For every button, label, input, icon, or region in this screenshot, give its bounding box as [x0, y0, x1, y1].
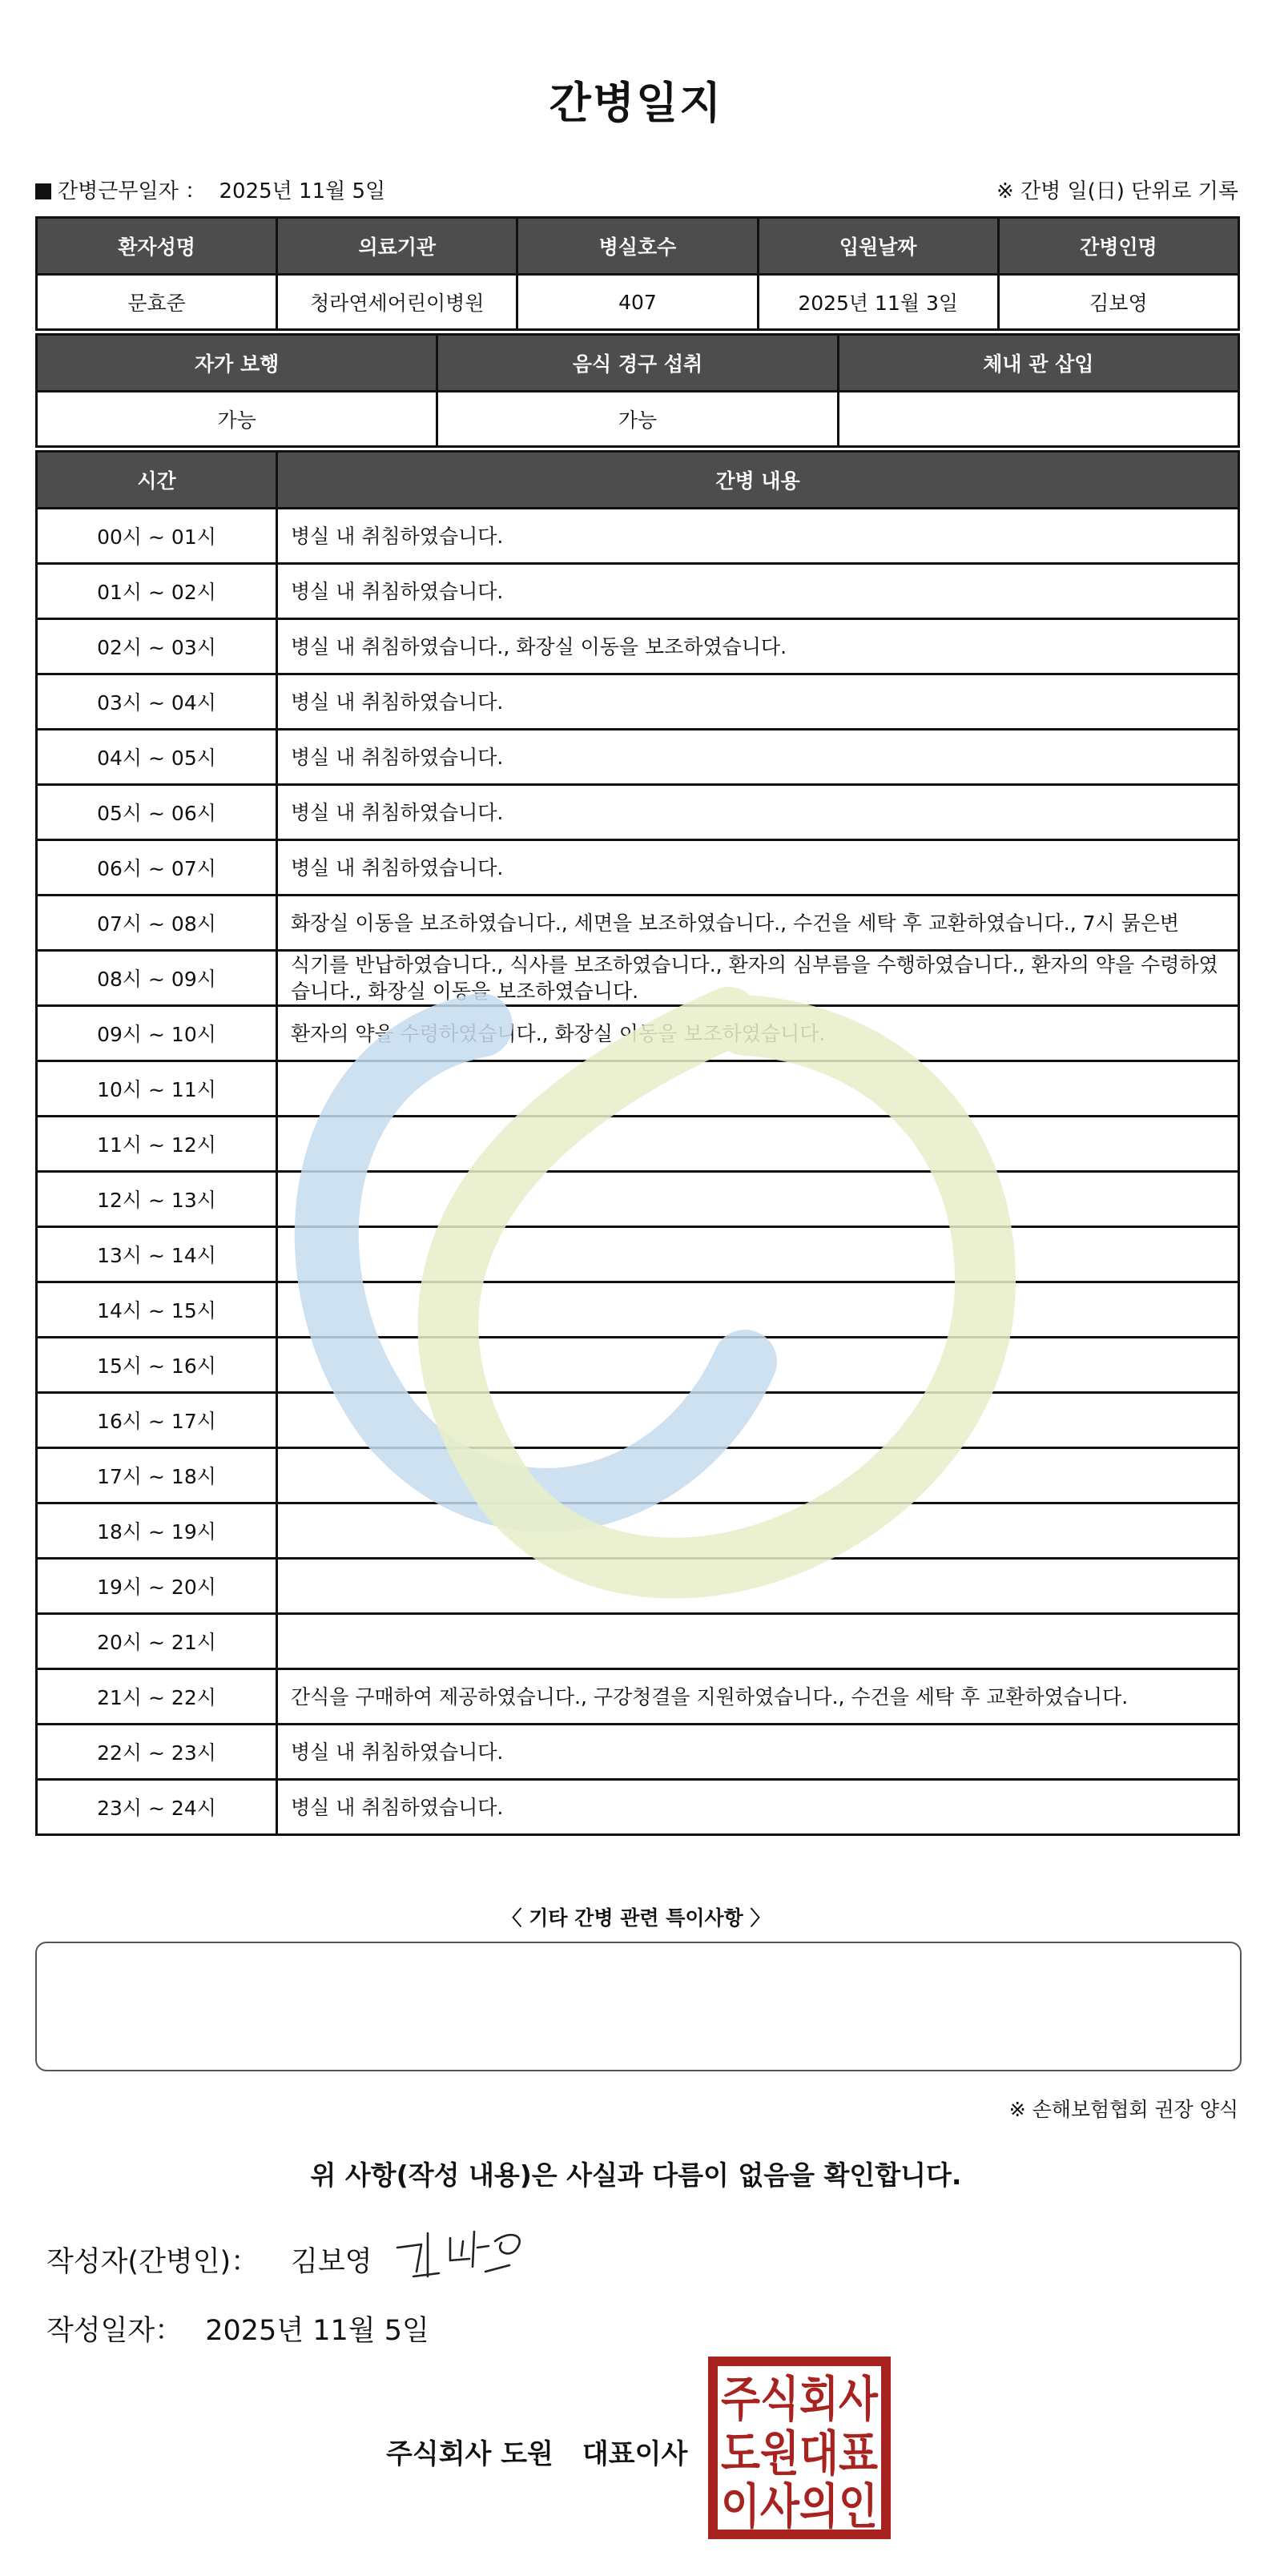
- unit-note: ※ 간병 일(日) 단위로 기록: [996, 179, 1238, 203]
- log-time-cell: 23시 ~ 24시: [37, 1780, 277, 1835]
- header-caregiver-name: 간병인명: [998, 218, 1238, 275]
- log-content-cell: [277, 1393, 1239, 1448]
- table-row: [37, 1061, 1239, 1117]
- log-time-cell: 10시 ~ 11시: [37, 1061, 277, 1117]
- table-row: [37, 509, 1239, 564]
- log-content-cell: 병실 내 취침하였습니다.: [277, 730, 1239, 785]
- log-content-cell: [277, 1614, 1239, 1669]
- log-content-cell: 병실 내 취침하였습니다.: [277, 1725, 1239, 1780]
- admission-date: 2025년 11월 3일: [758, 275, 998, 330]
- table-row: [37, 1614, 1239, 1669]
- table-row: [37, 785, 1239, 840]
- work-date-value: 2025년 11월 5일: [219, 179, 386, 203]
- log-time-cell: 06시 ~ 07시: [37, 840, 277, 896]
- log-time-cell: 00시 ~ 01시: [37, 509, 277, 564]
- table-row: [37, 840, 1239, 896]
- log-time-cell: 04시 ~ 05시: [37, 730, 277, 785]
- table-row: [37, 1448, 1239, 1503]
- seal-text-line: 주식회사: [721, 2372, 879, 2428]
- handwritten-signature: [389, 2224, 533, 2288]
- log-content-cell: [277, 1282, 1239, 1338]
- table-row: [37, 1669, 1239, 1725]
- table-row: [37, 1117, 1239, 1172]
- header-hospital: 의료기관: [277, 218, 517, 275]
- care-log-table: [35, 450, 1240, 1836]
- header-admission-date: 입원날짜: [758, 218, 998, 275]
- confirm-statement: 위 사항(작성 내용)은 사실과 다름이 없음을 확인합니다.: [310, 2159, 962, 2191]
- written-date-line: [46, 2308, 429, 2349]
- ability-table: [35, 333, 1240, 448]
- notes-box: [35, 1942, 1242, 2071]
- log-time-cell: 09시 ~ 10시: [37, 1006, 277, 1061]
- seal-text-line: 이사의인: [721, 2479, 878, 2535]
- table-row: [37, 1338, 1239, 1393]
- log-time-cell: 16시 ~ 17시: [37, 1393, 277, 1448]
- log-time-cell: 17시 ~ 18시: [37, 1448, 277, 1503]
- author-label: 작성자(간병인)：: [46, 2246, 260, 2278]
- room-number: 407: [517, 275, 758, 330]
- log-time-cell: 01시 ~ 02시: [37, 564, 277, 619]
- log-time-cell: 20시 ~ 21시: [37, 1614, 277, 1669]
- square-bullet-icon: [35, 183, 51, 199]
- table-row: [37, 1282, 1239, 1338]
- table-row: [37, 1393, 1239, 1448]
- header-time: 시간: [37, 452, 277, 509]
- table-row: [37, 1172, 1239, 1227]
- table-row: [37, 674, 1239, 730]
- written-date-label: 작성일자：: [46, 2315, 183, 2347]
- log-time-cell: 14시 ~ 15시: [37, 1282, 277, 1338]
- patient-name: 문효준: [37, 275, 277, 330]
- table-row: [37, 1780, 1239, 1835]
- log-content-cell: 환자의 약을 수령하였습니다., 화장실 이동을 보조하였습니다.: [277, 1006, 1239, 1061]
- log-content-cell: 식기를 반납하였습니다., 식사를 보조하였습니다., 환자의 심부름을 수행하였습니다., 환자의 약을 수령하였습니다., 화장실 이동을 보조하였습니다.: [277, 951, 1239, 1006]
- log-content-cell: 병실 내 취침하였습니다.: [277, 674, 1239, 730]
- company-name: 주식회사 도원: [386, 2438, 553, 2470]
- table-row: [37, 730, 1239, 785]
- log-content-cell: [277, 1227, 1239, 1282]
- author-name: 김보영: [291, 2246, 372, 2278]
- seal-text-line: 도원대표: [721, 2426, 879, 2482]
- table-row: [37, 1725, 1239, 1780]
- header-walking: 자가 보행: [37, 335, 437, 392]
- log-content-cell: 화장실 이동을 보조하였습니다., 세면을 보조하였습니다., 수건을 세탁 후 교환하였습니다., 7시 묽은변: [277, 896, 1239, 951]
- log-time-cell: 18시 ~ 19시: [37, 1503, 277, 1559]
- log-content-cell: [277, 1559, 1239, 1614]
- log-time-cell: 13시 ~ 14시: [37, 1227, 277, 1282]
- log-time-cell: 22시 ~ 23시: [37, 1725, 277, 1780]
- header-tube: 체내 관 삽입: [838, 335, 1238, 392]
- table-row: [37, 1559, 1239, 1614]
- log-time-cell: 07시 ~ 08시: [37, 896, 277, 951]
- notes-title: 〈 기타 간병 관련 특이사항 〉: [501, 1906, 771, 1930]
- company-line: [386, 2432, 687, 2471]
- table-row: [37, 951, 1239, 1006]
- log-content-cell: 병실 내 취침하였습니다.: [277, 564, 1239, 619]
- table-row: [37, 896, 1239, 951]
- log-content-cell: [277, 1338, 1239, 1393]
- table-row: [37, 1006, 1239, 1061]
- log-content-cell: 병실 내 취침하였습니다.: [277, 1780, 1239, 1835]
- company-representative: 대표이사: [582, 2438, 688, 2470]
- table-row: [37, 1503, 1239, 1559]
- log-content-cell: 간식을 구매하여 제공하였습니다., 구강청결을 지원하였습니다., 수건을 세탁 후 교환하였습니다.: [277, 1669, 1239, 1725]
- table-row: [37, 564, 1239, 619]
- author-line: [46, 2240, 372, 2280]
- header-oral-intake: 음식 경구 섭취: [437, 335, 838, 392]
- caregiver-name: 김보영: [998, 275, 1238, 330]
- log-time-cell: 08시 ~ 09시: [37, 951, 277, 1006]
- log-time-cell: 05시 ~ 06시: [37, 785, 277, 840]
- log-time-cell: 03시 ~ 04시: [37, 674, 277, 730]
- log-time-cell: 02시 ~ 03시: [37, 619, 277, 674]
- log-content-cell: [277, 1448, 1239, 1503]
- patient-info-table: [35, 216, 1240, 331]
- log-content-cell: 병실 내 취침하였습니다., 화장실 이동을 보조하였습니다.: [277, 619, 1239, 674]
- hospital-name: 청라연세어린이병원: [277, 275, 517, 330]
- log-content-cell: [277, 1503, 1239, 1559]
- tube-value: [838, 392, 1238, 447]
- log-content-cell: 병실 내 취침하였습니다.: [277, 509, 1239, 564]
- care-log-rows: [37, 509, 1239, 1835]
- header-room: 병실호수: [517, 218, 758, 275]
- company-seal-stamp: [708, 2357, 891, 2539]
- log-time-cell: 15시 ~ 16시: [37, 1338, 277, 1393]
- work-date-line: [35, 175, 385, 204]
- log-content-cell: [277, 1172, 1239, 1227]
- page-title: 간병일지: [549, 78, 723, 128]
- table-row: [37, 1227, 1239, 1282]
- log-content-cell: 병실 내 취침하였습니다.: [277, 785, 1239, 840]
- written-date-value: 2025년 11월 5일: [205, 2315, 429, 2347]
- source-note: ※ 손해보험협회 권장 양식: [1008, 2098, 1238, 2121]
- header-patient-name: 환자성명: [37, 218, 277, 275]
- header-content: 간병 내용: [277, 452, 1239, 509]
- table-row: [37, 619, 1239, 674]
- log-time-cell: 19시 ~ 20시: [37, 1559, 277, 1614]
- work-date-label: 간병근무일자 ：: [58, 179, 206, 203]
- log-time-cell: 21시 ~ 22시: [37, 1669, 277, 1725]
- log-content-cell: [277, 1117, 1239, 1172]
- log-time-cell: 11시 ~ 12시: [37, 1117, 277, 1172]
- oral-intake-value: 가능: [437, 392, 838, 447]
- log-content-cell: 병실 내 취침하였습니다.: [277, 840, 1239, 896]
- log-time-cell: 12시 ~ 13시: [37, 1172, 277, 1227]
- walking-value: 가능: [37, 392, 437, 447]
- log-content-cell: [277, 1061, 1239, 1117]
